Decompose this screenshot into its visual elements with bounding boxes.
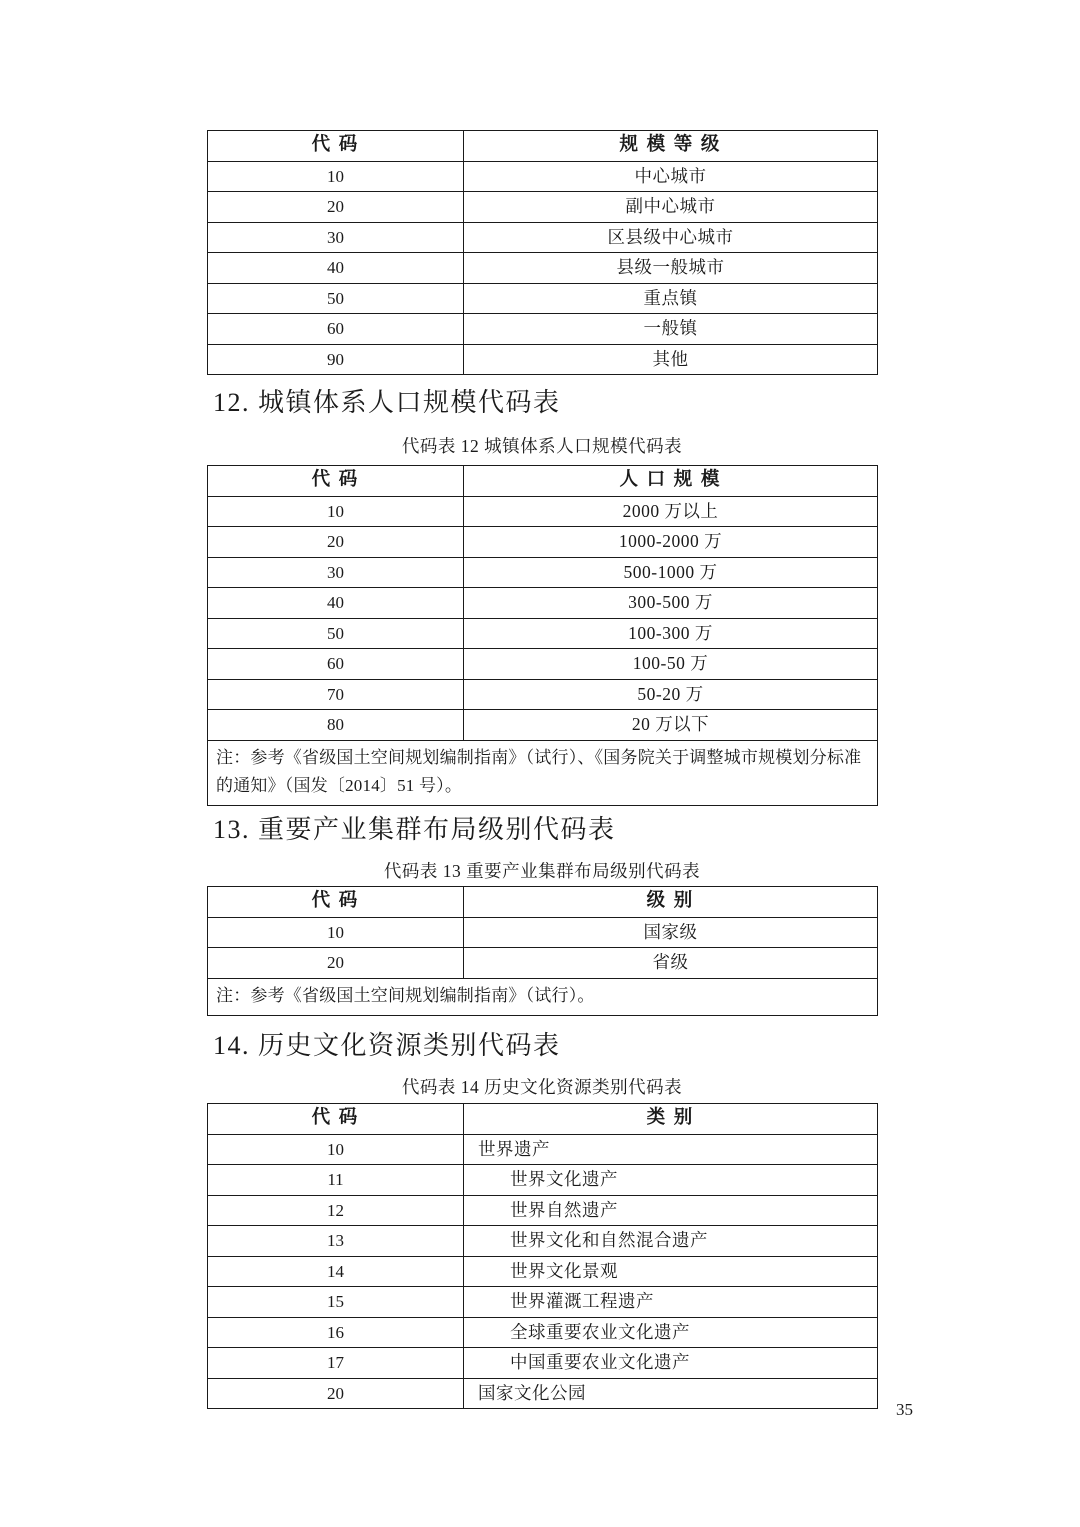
table-note: 注：参考《省级国土空间规划编制指南》（试行）、《国务院关于调整城市规模划分标准的通知》（国发〔2014〕51 号）。	[208, 740, 878, 805]
cell-value: 中心城市	[464, 161, 878, 192]
cell-value: 重点镇	[464, 283, 878, 314]
table-note-row	[208, 740, 878, 805]
section-heading-13: 13. 重要产业集群布局级别代码表	[213, 815, 616, 844]
cell-code: 80	[208, 710, 464, 741]
cell-value: 世界文化和自然混合遗产	[464, 1226, 878, 1257]
table-row	[208, 1165, 878, 1196]
table-row	[208, 917, 878, 948]
table-row	[208, 1134, 878, 1165]
cell-code: 40	[208, 588, 464, 619]
cell-value: 世界文化遗产	[464, 1165, 878, 1196]
cell-code: 60	[208, 649, 464, 680]
table-12-body	[208, 496, 878, 805]
table-row	[208, 344, 878, 375]
cell-value: 100-50 万	[464, 649, 878, 680]
table-row	[208, 496, 878, 527]
table-row	[208, 649, 878, 680]
table-row	[208, 618, 878, 649]
cell-value: 中国重要农业文化遗产	[464, 1348, 878, 1379]
table-row	[208, 192, 878, 223]
cell-value: 国家级	[464, 917, 878, 948]
table-row	[208, 161, 878, 192]
column-header-code: 代 码	[208, 1104, 464, 1135]
cell-value: 世界自然遗产	[464, 1195, 878, 1226]
cell-value: 一般镇	[464, 314, 878, 345]
cell-value: 全球重要农业文化遗产	[464, 1317, 878, 1348]
table-header-row	[208, 131, 878, 162]
cell-code: 30	[208, 222, 464, 253]
cell-value: 1000-2000 万	[464, 527, 878, 558]
cell-value: 县级一般城市	[464, 253, 878, 284]
table-caption-12: 代码表 12 城镇体系人口规模代码表	[401, 436, 683, 456]
cell-code: 10	[208, 1134, 464, 1165]
cell-code: 60	[208, 314, 464, 345]
table-row	[208, 283, 878, 314]
table-row	[208, 314, 878, 345]
cell-code: 50	[208, 283, 464, 314]
table-row	[208, 1195, 878, 1226]
code-table-12-block	[207, 465, 877, 806]
column-header-value: 规 模 等 级	[464, 131, 878, 162]
cell-value: 国家文化公园	[464, 1378, 878, 1409]
column-header-value: 级 别	[464, 887, 878, 918]
column-header-value: 类 别	[464, 1104, 878, 1135]
table-row	[208, 253, 878, 284]
cell-value: 世界灌溉工程遗产	[464, 1287, 878, 1318]
cell-value: 50-20 万	[464, 679, 878, 710]
cell-code: 17	[208, 1348, 464, 1379]
table-row	[208, 1317, 878, 1348]
cell-code: 40	[208, 253, 464, 284]
table-row	[208, 1378, 878, 1409]
cell-code: 30	[208, 557, 464, 588]
table-row	[208, 710, 878, 741]
table-row	[208, 1256, 878, 1287]
table-11-body	[208, 161, 878, 375]
section-heading-14: 14. 历史文化资源类别代码表	[213, 1031, 561, 1060]
cell-value: 100-300 万	[464, 618, 878, 649]
cell-value: 500-1000 万	[464, 557, 878, 588]
table-caption-14: 代码表 14 历史文化资源类别代码表	[401, 1077, 683, 1097]
cell-value: 300-500 万	[464, 588, 878, 619]
table-row	[208, 527, 878, 558]
cell-code: 10	[208, 161, 464, 192]
cell-code: 70	[208, 679, 464, 710]
cell-value: 2000 万以上	[464, 496, 878, 527]
table-header-row	[208, 887, 878, 918]
code-table-14-block	[207, 1103, 877, 1409]
cell-code: 15	[208, 1287, 464, 1318]
cell-value: 副中心城市	[464, 192, 878, 223]
table-row	[208, 557, 878, 588]
code-table-14	[207, 1103, 878, 1409]
code-table-12	[207, 465, 878, 806]
table-note: 注：参考《省级国土空间规划编制指南》（试行）。	[208, 978, 878, 1015]
table-row	[208, 588, 878, 619]
table-13-body	[208, 917, 878, 1015]
cell-value: 区县级中心城市	[464, 222, 878, 253]
cell-code: 20	[208, 527, 464, 558]
cell-value: 省级	[464, 948, 878, 979]
cell-code: 50	[208, 618, 464, 649]
table-row	[208, 948, 878, 979]
code-table-13-block	[207, 886, 877, 1016]
page-number: 35	[896, 1400, 913, 1419]
cell-code: 11	[208, 1165, 464, 1196]
cell-code: 20	[208, 948, 464, 979]
code-table-13	[207, 886, 878, 1016]
cell-value: 世界文化景观	[464, 1256, 878, 1287]
table-caption-13: 代码表 13 重要产业集群布局级别代码表	[383, 861, 701, 881]
table-14-body	[208, 1134, 878, 1409]
column-header-code: 代 码	[208, 466, 464, 497]
table-header-row	[208, 1104, 878, 1135]
cell-value: 世界遗产	[464, 1134, 878, 1165]
cell-code: 12	[208, 1195, 464, 1226]
table-row	[208, 1287, 878, 1318]
table-note-row	[208, 978, 878, 1015]
column-header-code: 代 码	[208, 131, 464, 162]
code-table-11	[207, 130, 878, 375]
cell-value: 其他	[464, 344, 878, 375]
table-row	[208, 679, 878, 710]
section-heading-12: 12. 城镇体系人口规模代码表	[213, 388, 561, 417]
column-header-value: 人 口 规 模	[464, 466, 878, 497]
table-header-row	[208, 466, 878, 497]
cell-code: 10	[208, 917, 464, 948]
table-row	[208, 1226, 878, 1257]
cell-value: 20 万以下	[464, 710, 878, 741]
cell-code: 14	[208, 1256, 464, 1287]
table-row	[208, 1348, 878, 1379]
cell-code: 16	[208, 1317, 464, 1348]
column-header-code: 代 码	[208, 887, 464, 918]
code-table-11-block	[207, 130, 877, 375]
cell-code: 10	[208, 496, 464, 527]
cell-code: 20	[208, 1378, 464, 1409]
cell-code: 90	[208, 344, 464, 375]
cell-code: 20	[208, 192, 464, 223]
table-row	[208, 222, 878, 253]
cell-code: 13	[208, 1226, 464, 1257]
